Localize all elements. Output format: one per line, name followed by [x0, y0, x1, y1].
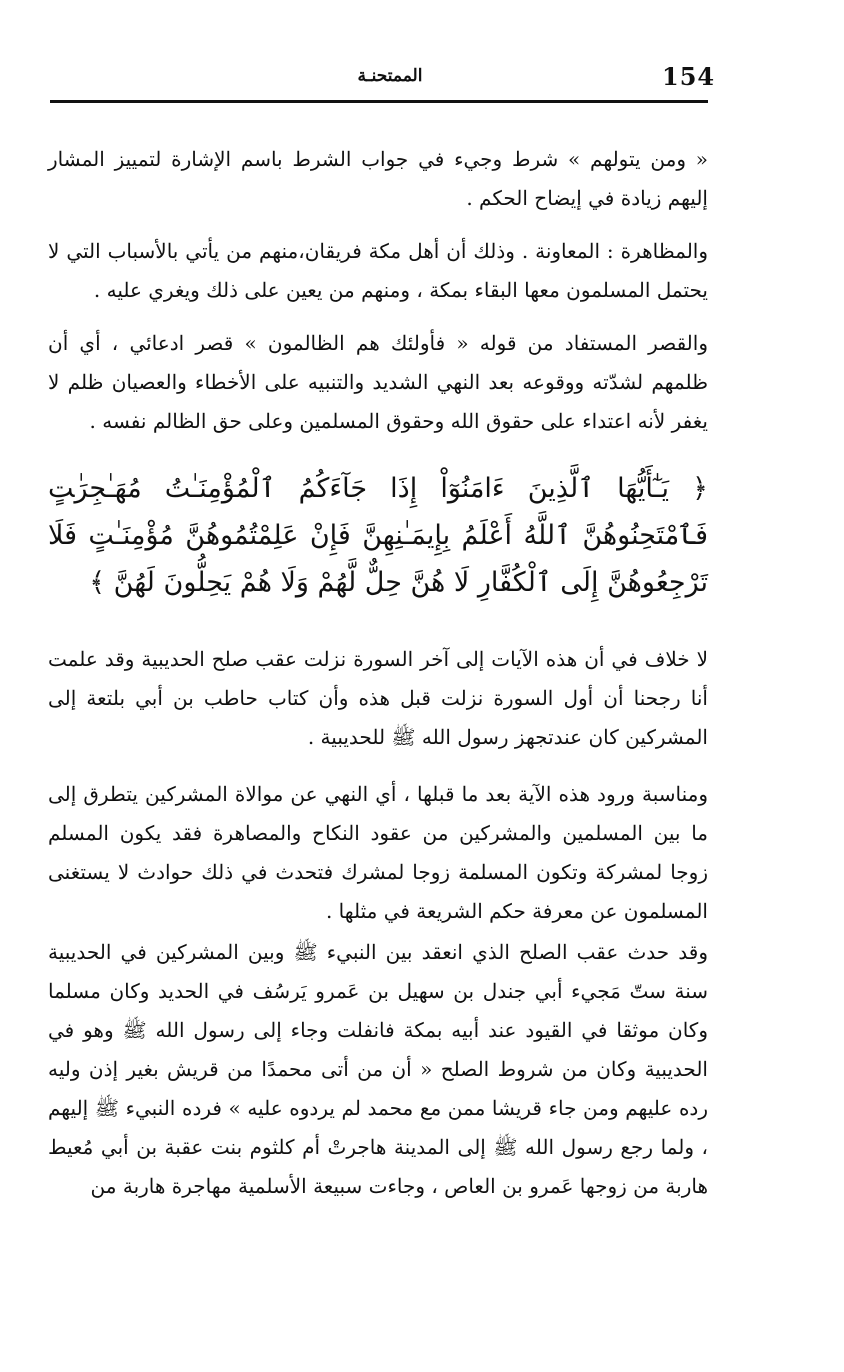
quran-verse: ﴿ يَـٰٓأَيُّهَا ٱلَّذِينَ ءَامَنُوٓاْ إِذَا جَآءَكُمُ ٱلْمُؤْمِنَـٰتُ مُهَـٰجِرَ‍ٰتٍ فَٱمْتَحِنُوهُنَّ ٱللَّهُ أَعْلَمُ بِإِيمَـٰنِهِنَّ فَإِنْ عَلِمْتُمُوهُنَّ مُؤْمِنَـٰتٍ فَلَا تَرْجِعُوهُنَّ إِلَى ٱلْكُفَّارِ لَا هُنَّ حِلٌّ لَّهُمْ وَلَا هُمْ يَحِلُّونَ لَهُنَّ ﴾ — [48, 473, 708, 598]
paragraph-restriction: والقصر المستفاد من قوله « فأولئك هم الظالمون » قصر ادعائي ، أي أن ظلمهم لشدّته ووقوعه بعد النهي الشديد والتنبيه على الأخطاء والعصيان ظلم لا يغفر لأنه اعتداء على حقوق الله وحقوق المسلمين وعلى حق الظالم نفسه . — [48, 331, 708, 433]
chapter-title: الممتحنـة — [357, 66, 423, 86]
page-number: 154 — [662, 62, 716, 91]
paragraph-allegiance-condition: « ومن يتولهم » شرط وجيء في جواب الشرط باسم الإشارة لتمييز المشار إليهم زيادة في إيضاح الحكم . — [48, 147, 708, 210]
paragraph-hudaybiyya-events: وقد حدث عقب الصلح الذي انعقد بين النبيء ﷺ وبين المشركين في الحديبية سنة ستّ مَجيء أبي جندل بن سهيل بن عَمرو يَرسُف في الحديد وكان مسلما وكان موثقا في القيود عند أبيه بمكة فانفلت وجاء إلى رسول الله ﷺ وهو في الحديبية وكان من شروط الصلح « أن من أتى محمدًا من قريش بغير إذن وليه رده عليهم ومن جاء قريشا ممن مع محمد لم يردوه عليه » فرده النبيء ﷺ إليهم ، ولما رجع رسول الله ﷺ إلى المدينة هاجرتْ أم كلثوم بنت عقبة بن أبي مُعيط هاربة من زوجها عَمرو بن العاص ، وجاءت سبيعة الأسلمية مهاجرة هاربة من — [48, 940, 708, 1198]
quran-verse-block — [48, 465, 708, 606]
page-body — [48, 140, 708, 1206]
paragraph-revelation-context: لا خلاف في أن هذه الآيات إلى آخر السورة نزلت عقب صلح الحديبية وقد علمت أنا رجحنا أن أول السورة نزلت قبل هذه وأن كتاب حاطب بن أبي بلتعة إلى المشركين كان عندتجهز رسول الله ﷺ للحديبية . — [48, 647, 708, 749]
running-header — [50, 62, 794, 98]
paragraph-relevance: ومناسبة ورود هذه الآية بعد ما قبلها ، أي النهي عن موالاة المشركين يتطرق إلى ما بين المسلمين والمشركين من عقود النكاح والمصاهرة فقد يكون المسلم زوجا لمشركة وتكون المسلمة زوجا لمشرك فتحدث في ذلك حوادث لا يستغنى المسلمون عن معرفة حكم الشريعة في مثلها . — [48, 782, 708, 923]
header-rule — [50, 100, 708, 103]
paragraph-mutual-support: والمظاهرة : المعاونة . وذلك أن أهل مكة فريقان،منهم من يأتي بالأسباب التي لا يحتمل المسلمون معها البقاء بمكة ، ومنهم من يعين على ذلك ويغري عليه . — [48, 239, 709, 302]
